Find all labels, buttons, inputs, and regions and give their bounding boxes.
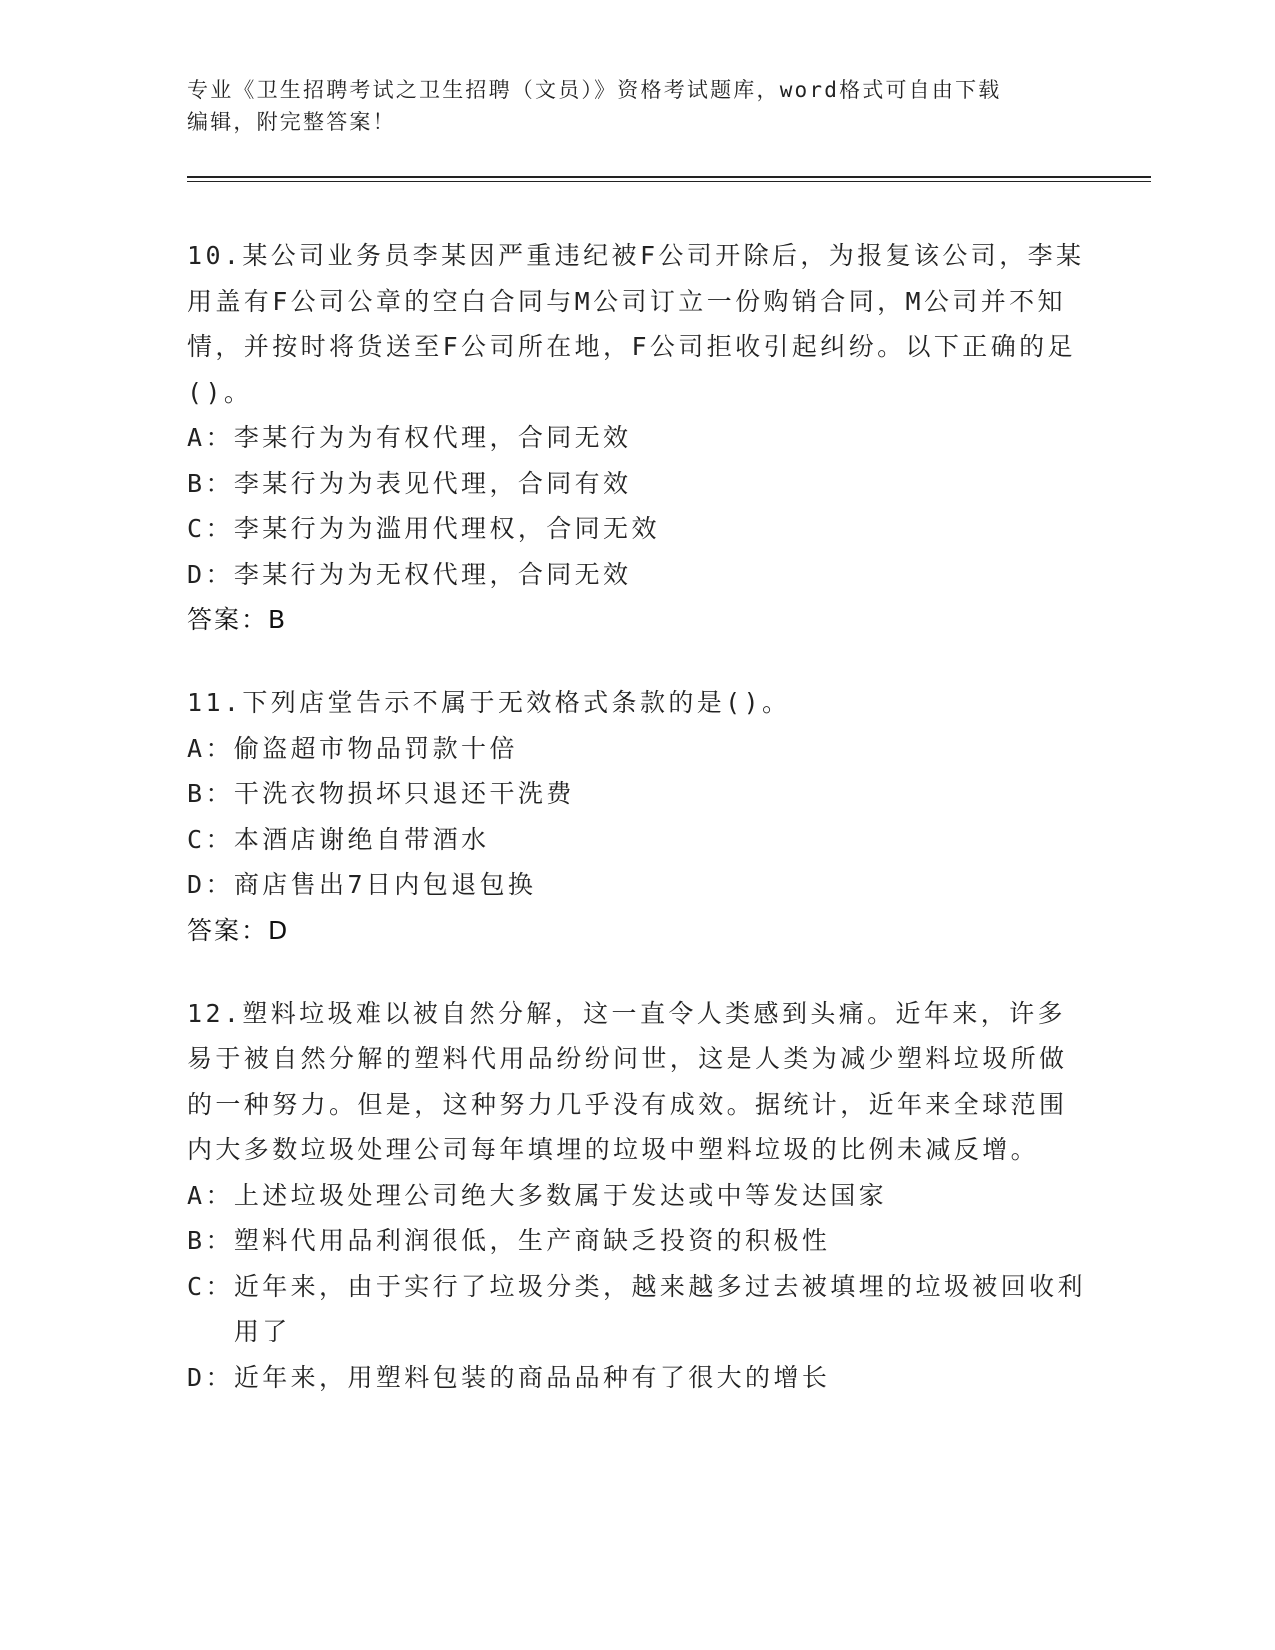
option-text: 本酒店谢绝自带酒水: [233, 824, 490, 854]
header-line-2: 编辑，附完整答案！: [187, 110, 396, 134]
option-text: 干洗衣物损坏只退还干洗费: [233, 779, 575, 808]
option-text: 偷盗超市物品罚款十倍: [233, 733, 518, 763]
option-text: 近年来，由于实行了垃圾分类，越来越多过去被填埋的垃圾被回收利用了: [233, 1271, 1086, 1346]
option-text: 塑料代用品利润很低，生产商缺乏投资的积极性: [233, 1226, 831, 1255]
question-list: [187, 233, 1087, 1438]
option-a: [187, 726, 1087, 772]
option-letter: A：: [187, 423, 234, 452]
answer-value: B: [268, 605, 288, 634]
option-b: [187, 461, 1087, 507]
option-text: 李某行为为滥用代理权，合同无效: [233, 514, 660, 543]
option-letter: C：: [187, 1271, 234, 1301]
question-stem: 11.下列店堂告示不属于无效格式条款的是()。: [187, 688, 791, 717]
option-letter: B：: [187, 1226, 234, 1255]
answer-line: [187, 908, 1087, 953]
option-letter: B：: [187, 779, 234, 808]
option-b: [187, 771, 1087, 817]
option-letter: A：: [187, 733, 234, 763]
option-letter: D：: [187, 1362, 234, 1392]
option-c: [187, 817, 1087, 863]
question-10: [187, 233, 1087, 642]
header-line-1: 专业《卫生招聘考试之卫生招聘（文员）》资格考试题库，word格式可自由下载: [187, 78, 1002, 102]
option-letter: B：: [187, 468, 234, 498]
option-text: 上述垃圾处理公司绝大多数属于发达或中等发达国家: [233, 1180, 888, 1210]
option-text: 李某行为为表见代理，合同有效: [233, 468, 632, 498]
answer-label: 答案：: [187, 605, 269, 634]
option-text: 李某行为为无权代理，合同无效: [233, 559, 632, 589]
option-d: [187, 1355, 1087, 1401]
question-stem: 12.塑料垃圾难以被自然分解，这一直令人类感到头痛。近年来，许多易于被自然分解的塑料代用品纷纷问世，这是人类为减少塑料垃圾所做的一种努力。但是，这种努力几乎没有成效。据统计，近年来全球范围内大多数垃圾处理公司每年填埋的垃圾中塑料垃圾的比例未减反增。: [187, 998, 1068, 1164]
option-text: 商店售出7日内包退包换: [233, 870, 537, 899]
header-divider-thick: [187, 176, 1151, 178]
question-12: [187, 991, 1087, 1401]
option-text: 李某行为为有权代理，合同无效: [233, 423, 632, 452]
answer-label: 答案：: [187, 915, 269, 945]
question-stem: 10.某公司业务员李某因严重违纪被F公司开除后，为报复该公司，李某用盖有F公司公章的空白合同与M公司订立一份购销合同，M公司并不知情，并按时将货送至F公司所在地，F公司拒收引起纠纷。以下正确的足()。: [187, 241, 1085, 407]
option-c: [187, 1264, 1087, 1355]
answer-line: [187, 597, 1087, 642]
question-11: [187, 680, 1087, 953]
option-a: [187, 415, 1087, 461]
header-divider-thin: [187, 181, 1151, 182]
option-letter: A：: [187, 1180, 234, 1210]
option-a: [187, 1173, 1087, 1219]
option-c: [187, 506, 1087, 552]
option-letter: C：: [187, 824, 234, 854]
option-letter: D：: [187, 870, 234, 899]
answer-value: D: [268, 915, 290, 945]
option-d: [187, 552, 1087, 598]
option-d: [187, 862, 1087, 908]
option-letter: C：: [187, 514, 234, 543]
option-letter: D：: [187, 559, 234, 589]
document-header: [187, 74, 1067, 138]
option-text: 近年来，用塑料包装的商品品种有了很大的增长: [233, 1362, 831, 1392]
option-b: [187, 1218, 1087, 1264]
